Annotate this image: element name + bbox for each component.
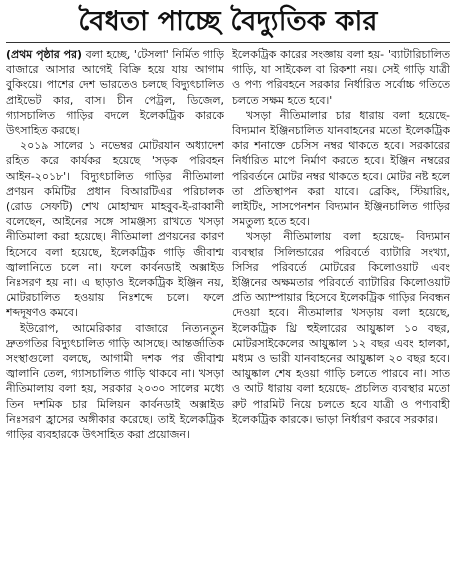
paragraph: খসড়া নীতিমালার চার ধারায় বলা হয়েছে- বিদ্যমান ইঞ্জিনচালিত যানবাহনের মতো ইলেকট্রিক কার শনাক্তে চেসিস নম্বর থাকতে হবে। সরকারের নির্ধারিত মাপে নির্মাণ করতে হবে। ইঞ্জিন নম্বরের পরিবর্তনে মোটর নম্বর থাকতে হবে। মোটর নষ্ট হলে তা প্রতিস্থাপন করা যাবে। ব্রেকিং, স্টিয়ারিং, লাইটিং, সাসপেনশন বিদ্যমান ইঞ্জিনচালিত গাড়ির সমতুল্য হতে হবে।	[232, 108, 450, 229]
left-column	[6, 47, 224, 587]
paragraph: খসড়া নীতিমালায় বলা হয়েছে- বিদ্যমান ব্যবস্থার সিলিন্ডারের পরিবর্তে ব্যাটারি সংখ্যা, সিসির পরিবর্তে মোটরের কিলোওয়াট এবং ইঞ্জিনের অক্ষমতার পরিবর্তে ব্যাটারির কিলোওয়াট প্রতি অ্যাম্পায়ার হিসেবে ইলেকট্রিক গাড়ির নিবন্ধন দেওয়া হবে। নীতমালার খসড়ায় বলা হয়েছে, ইলেকট্রিক থ্রি হুইলারের আয়ুষ্কাল ১০ বছর, মোটরসাইকেলের আয়ুষ্কাল ১২ বছর এবং হালকা, মধ্যম ও ভারী যানবাহনের আয়ুষ্কাল ২০ বছর হবে। আয়ুষ্কাল শেষ হওয়া গাড়ি চলতে পারবে না। সাত ও আট ধারায় বলা হয়েছে- প্রচলিত ব্যবস্থার মতো রুট পারমিট নিয়ে চলতে হবে যাত্রী ও পণ্যবাহী ইলেকট্রিক কারকে। ভাড়া নির্ধারণ করবে সরকার।	[232, 230, 450, 426]
paragraph: ২০১৯ সালের ১ নভেম্বর মোটরযান অধ্যাদেশ রহিত করে কার্যকর হয়েছে 'সড়ক পরিবহন আইন-২০১৮'। বিদ্যুৎচালিত গাড়ির নীতিমালা প্রণয়ন কমিটির প্রধান বিআরটিএর পরিচালক (রোড সেফটি) শেখ মোহাম্মদ মাহবুব-ই-রাব্বানী বলেছেন, আইনের সঙ্গে সামঞ্জস্য রাখতে খসড়া নীতিমালা করা হয়েছে। নীতিমালা প্রণয়নের কারণ হিসেবে বলা হয়েছে, ইলেকট্রিক গাড়ি জীবাশ্ম জ্বালানিতে চলে না। ফলে কার্বনডাই অক্সাইড নিঃসরণ হয় না। এ ছাড়াও ইলেকট্রিক ইঞ্জিন নয়, মোটরচালিত হওয়ায় নিঃশব্দে চলে। ফলে শব্দদূষণও কমবে।	[6, 139, 224, 320]
paragraph: ইউরোপ, আমেরিকার বাজারে নিত্যনতুন দ্রুতগতির বিদ্যুৎচালিত গাড়ি আসছে। আন্তর্জাতিক সংস্থাগুলো বলছে, আগামী দশক পর জীবাশ্ম জ্বালানি তেল, গ্যাসচালিত গাড়ি থাকবে না। খসড়া নীতিমালায় বলা হয়, সরকার ২০৩০ সালের মধ্যে তিন দশমিক চার মিলিয়ন কার্বনডাই অক্সাইড নিঃসরণ হ্রাসের অঙ্গীকার করেছে। তাই ইলেকট্রিক গাড়ির ব্যবহারকে উৎসাহিত করা প্রয়োজন।	[6, 321, 224, 442]
article-body	[6, 47, 450, 587]
right-column	[232, 47, 450, 587]
paragraph: ইলেকট্রিক কারের সংজ্ঞায় বলা হয়- 'ব্যাটারিচালিত গাড়ি, যা সাইকেল বা রিকশা নয়। সেই গাড়ি যাত্রী ও পণ্য পরিবহনে সরকার নির্ধারিত সর্বোচ্চ গতিতে চলতে সক্ষম হতে হবে।'	[232, 48, 450, 107]
headline: বৈধতা পাচ্ছে বৈদ্যুতিক কার	[78, 6, 378, 37]
headline-rule	[6, 42, 450, 43]
paragraph	[6, 47, 224, 138]
continued-label: (প্রথম পৃষ্ঠার পর)	[6, 48, 82, 61]
paragraph-text: বলা হচ্ছে, 'টেসলা' নির্মিত গাড়ি বাজারে আসার আগেই বিক্রি হয়ে যায় আগাম বুকিংয়ে। পাশের দেশ ভারতেও চলছে বিদ্যুৎচালিত প্রাইভেট কার, বাস। চীন পেট্রল, ডিজেল, গ্যাসচালিত গাড়ির বদলে ইলেকট্রিক কারকে উৎসাহিত করছে।	[6, 48, 224, 138]
